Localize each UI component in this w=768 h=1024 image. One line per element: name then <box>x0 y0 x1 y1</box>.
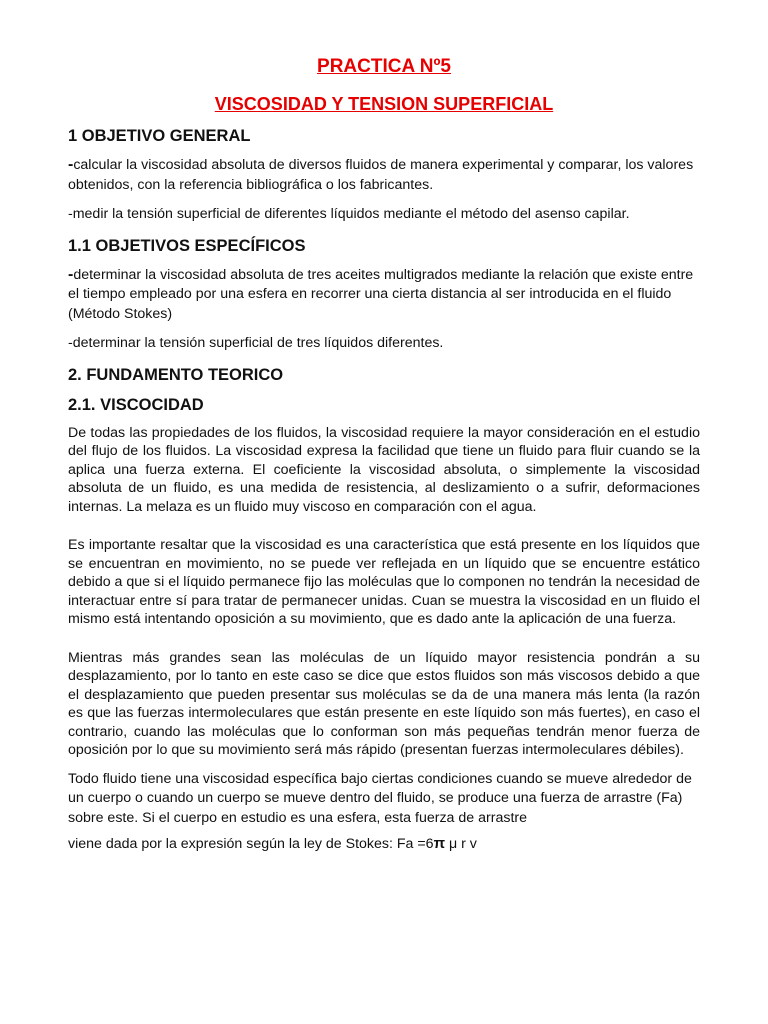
objetivos-especificos-item-1-text: determinar la viscosidad absoluta de tres aceites multigrados mediante la relación que existe entre el tiempo empleado por una esfera en recorrer una cierta distancia al ser introducida en el fluido (Método Stokes) <box>68 266 694 322</box>
objetivo-general-item-1 <box>68 155 700 195</box>
paragraph-spacer <box>68 639 700 649</box>
stokes-text: viene dada por la expresión según la ley de Stokes: Fa =6 <box>68 836 434 852</box>
viscosidad-paragraph-2: Es importante resaltar que la viscosidad es una característica que está presente en los líquidos que se encuentran en movimiento, no se puede ver reflejada en un líquido que se encuentre estático debido a que si el líquido permanece fijo las moléculas que lo componen no tendrán la necesidad de interactuar entre sí para tratar de permanecer unidas. Cuan se muestra la viscosidad en un fluido el mismo está intentando oposición a su movimiento, que es dado ante la aplicación de una fuerza. <box>68 537 700 627</box>
objetivos-especificos-item-1 <box>68 265 700 325</box>
page-subtitle: VISCOSIDAD Y TENSION SUPERFICIAL <box>214 94 554 114</box>
objetivo-general-item-2: -medir la tensión superficial de diferentes líquidos mediante el método del asenso capilar. <box>68 206 630 222</box>
stokes-variables: μ r v <box>445 836 477 852</box>
document-page <box>68 54 700 865</box>
viscosidad-paragraph-3: Mientras más grandes sean las moléculas de un líquido mayor resistencia pondrán a su desplazamiento, por lo tanto en este caso se dice que estos fluidos son más viscosos debido a que el desplazamiento que pueden presentar sus moléculas se da de una manera más lenta (la razón es que las fuerzas intermoleculares que están presente en este líquido son más fuertes), en caso el contrario, cuando las moléculas que lo conforman son más pequeñas tendrán menor fuerza de oposición por lo que su movimiento será más rápido (presentan fuerzas intermoleculares débiles). <box>68 649 700 758</box>
dash-mark: - <box>68 156 74 173</box>
heading-objetivos-especificos: 1.1 OBJETIVOS ESPECÍFICOS <box>68 236 306 255</box>
viscosidad-paragraph-4: Todo fluido tiene una viscosidad específica bajo ciertas condiciones cuando se mueve alrededor de un cuerpo o cuando un cuerpo se mueve dentro del fluido, se produce una fuerza de arrastre (Fa) sobre este. Si el cuerpo en estudio es una esfera, esta fuerza de arrastre <box>68 770 692 826</box>
page-title: PRACTICA Nº5 <box>317 56 451 77</box>
viscosidad-paragraph-1: De todas las propiedades de los fluidos, la viscosidad requiere la mayor consideración en el estudio del flujo de los fluidos. La viscosidad expresa la facilidad que tiene un fluido para fluir cuando se la aplica una fuerza externa. El coeficiente la viscosidad absoluta, o simplemente la viscosidad absoluta de un fluido, es una medida de resistencia, al deslizamiento o a sufrir, deformaciones internas. La melaza es un fluido muy viscoso en comparación con el agua. <box>68 424 700 515</box>
stokes-expression <box>68 834 700 855</box>
dash-mark: - <box>68 265 74 283</box>
heading-fundamento-teorico: 2. FUNDAMENTO TEORICO <box>68 365 284 384</box>
paragraph-spacer <box>68 526 700 536</box>
objetivo-general-item-1-text: calcular la viscosidad absoluta de diversos fluidos de manera experimental y comparar, los valores obtenidos, con la referencia bibliográfica o los fabricantes. <box>68 157 694 193</box>
pi-symbol: π <box>433 835 446 852</box>
heading-objetivo-general: 1 OBJETIVO GENERAL <box>68 127 251 145</box>
heading-viscosidad: 2.1. VISCOCIDAD <box>68 395 204 414</box>
objetivos-especificos-item-2: -determinar la tensión superficial de tres líquidos diferentes. <box>68 335 444 351</box>
